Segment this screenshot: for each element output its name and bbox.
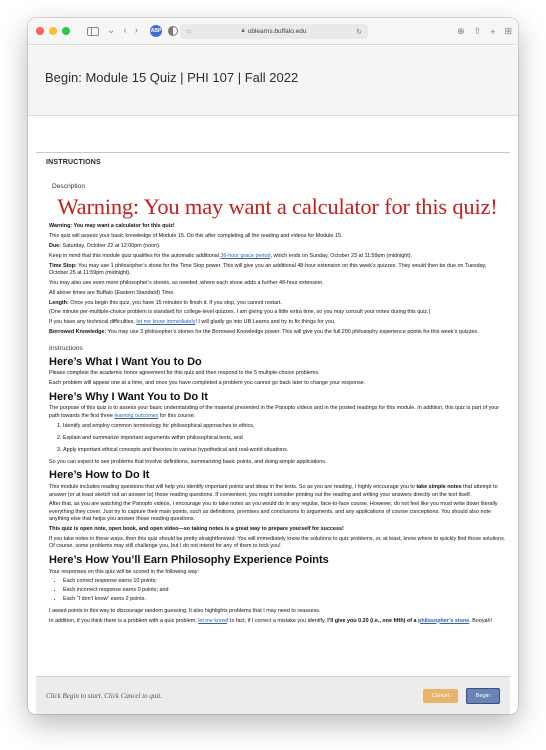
quiz-footer [36,676,510,714]
assess-paragraph: This quiz will assess your basic knowledge of Module 15. Do this after completing all the reading and videos for Module 15. [49,233,343,240]
tab-overview-icon[interactable]: ⊞ [504,26,512,36]
timezone-paragraph: All above times are Buffalo (Eastern Standard) Time. [49,289,175,296]
how-paragraph-1: This module includes reading questions that will help you identify important points and ideas in the texts. So as you are reading, I highly encourage you to take simple notes that attempt to answer (or at least sketch out an answer to) those reading questions. If convenient, you might consider printing out the reading and writing your answers directly on the text itself. [49,484,498,498]
adblock-extension-icon[interactable]: ABP [150,25,162,37]
lock-icon: 🔒︎ [241,28,245,34]
privacy-shield-icon[interactable] [168,26,178,36]
forward-arrow-icon[interactable]: › [134,25,139,36]
instructions-section-header [36,152,510,166]
list-item: 1. Identify and employ common terminology for philosophical approaches to ethics, [63,423,506,430]
borrowed-paragraph: Borrowed Knowledge: You may use 3 philosopher’s stones for the Borrowed Knowledge power. This will give you the full 200 philosophy experience points for this week’s quizzes. [49,329,479,336]
heading-earn: Here’s How You’ll Earn Philosophy Experience Points [49,553,329,566]
how-paragraph-3: This quiz is open note, open book, and open video—so taking notes is a great way to prepare yourself for success! [49,526,344,533]
share-icon[interactable]: ⇧ [473,26,482,36]
footer-hint: Click Begin to start. Click Cancel to quit. [46,691,163,700]
length-paragraph: Length: Once you begin this quiz, you have 15 minutes to finish it. If you stop, you cannot restart. [49,299,282,306]
address-bar[interactable] [180,24,368,39]
outcomes-list [63,423,506,454]
sidebar-toggle-icon[interactable] [87,27,99,36]
expect-paragraph: So you can expect to see problems that involve definitions, summarizing basic points, and doing simple applications. [49,459,327,465]
contact-link[interactable]: let me know immediately [136,319,196,326]
new-tab-icon[interactable]: + [490,26,496,37]
instructions-label: Instructions [49,344,83,352]
list-item: 2. Explain and summarize important arguments within philosophical texts, and [63,435,506,442]
how-paragraph-4: If you take notes in these ways, then this quiz should be pretty straightforward. You will immediately know the solutions to quiz problems, or, at least, know where to quickly find those solutions. Of course, some problems may still challenge you, but I do not intend for any of them to trick you! [49,535,506,550]
browser-toolbar [28,18,518,45]
quiz-description [28,166,518,625]
timestop-paragraph: Time Stop: You may use 1 philosopher’s stone for the Time Stop power. This will give you an additional 48-hour extension on this week’s quizzes. They would then be due on Tuesday, October 25 at 11:59pm (midnight). [49,262,487,277]
warning-title: Warning: You may want a calculator for this quiz! [57,194,498,220]
feedback-link[interactable]: let me know [198,617,227,624]
grace-period-link[interactable]: 36-hour grace period [220,252,271,259]
close-window-button[interactable] [36,27,44,35]
instructions-heading: INSTRUCTIONS [46,159,101,166]
philosophers-stone-link[interactable]: philosopher’s stone [418,617,470,624]
quiz-page [28,46,518,714]
begin-button[interactable]: Begin [466,688,500,704]
heading-why: Here’s Why I Want You to Do It [49,390,208,403]
quiz-header [28,46,518,116]
one-minute-paragraph: (One minute per-multiple-choice problem is standard for college-level quizzes. I am giving you a little extra time, so you may consult your notes during this quiz.) [49,309,431,316]
technical-paragraph: If you have any technical difficulties, let me know immediately! I will gladly go into UB Learns and try to fix things for you. [49,319,336,326]
heading-how: Here’s How to Do It [49,469,150,482]
toolbar-right-group [448,18,512,45]
browser-window [28,18,518,714]
addition-paragraph: In addition, if you think there is a problem with a quiz problem, let me know! In fact, if I correct a mistake you identify, I’ll give you 0.20 (i.e., one fifth) of a philosopher’s stone. Booyah! [49,617,493,624]
back-arrow-icon[interactable]: ‹ [123,25,127,36]
description-label: Description [52,183,85,190]
heading-what: Here’s What I Want You to Do [49,355,202,368]
what-paragraph-1: Please complete the academic honor agreement for this quiz and then respond to the 5 multiple-choice problems. [49,370,320,377]
list-item: 3. Apply important ethical concepts and theories to various hypothetical and real-world situations. [63,447,506,454]
warning-paragraph: Warning: You may want a calculator for this quiz! [49,223,175,230]
list-item: • Each “I don’t know” earns 2 points. [63,596,506,603]
page-title: Begin: Module 15 Quiz | PHI 107 | Fall 2022 [45,70,299,85]
download-icon[interactable]: ⊕ [457,26,465,36]
minimize-window-button[interactable] [49,27,57,35]
scoring-list [63,578,506,603]
award-paragraph: I award points in this way to discourage random guessing. It also highlights problems that I may need to reassess. [49,607,321,614]
grace-paragraph: Keep in mind that this module quiz qualifies for the automatic additional 36-hour grace period, which ends on Sunday, October 23 at 11:59pm (midnight). [49,252,412,259]
why-paragraph: The purpose of this quiz is to assess your basic understanding of the material presented in the Panopto videos and in the posted readings for this module. In addition, this quiz is part of your path towards the first three learning outcomes for this course: [49,405,500,419]
due-paragraph: Due: Saturday, October 22 at 12:00pm (noon). [49,242,161,249]
page-icon: ▭ [186,29,192,35]
earn-paragraph: Your responses on this quiz will be scored in the following way: [49,568,199,575]
learning-outcomes-link[interactable]: learning outcomes [114,412,159,419]
list-item: • Each incorrect response earns 0 points; and [63,587,506,594]
how-paragraph-2: After that, as you are watching the Panopto videos, I encourage you to take notes as you would do in any regular, face-to-face course. However, do not feel like you must write down literally everything they cover. Just try to capture their main points, such as definitions, premises and conclusions to arguments, and any applications of course conceptions. You should also note anything else that helps you answer those reading questions. [49,501,498,523]
more-stones-paragraph: You may also use even more philosopher’s stones, as needed, where each stone adds a further 48-hour extension. [49,279,324,286]
url-text: ublearns.buffalo.edu [247,28,307,35]
what-paragraph-2: Each problem will appear one at a time, and once you have completed a problem you cannot go back later to change your response. [49,380,366,387]
chevron-down-icon[interactable]: ⌄ [107,25,116,36]
reload-icon[interactable]: ↻ [356,28,362,36]
cancel-button[interactable]: Cancel [423,689,458,703]
zoom-window-button[interactable] [62,27,70,35]
list-item: • Each correct response earns 10 points; [63,578,506,585]
